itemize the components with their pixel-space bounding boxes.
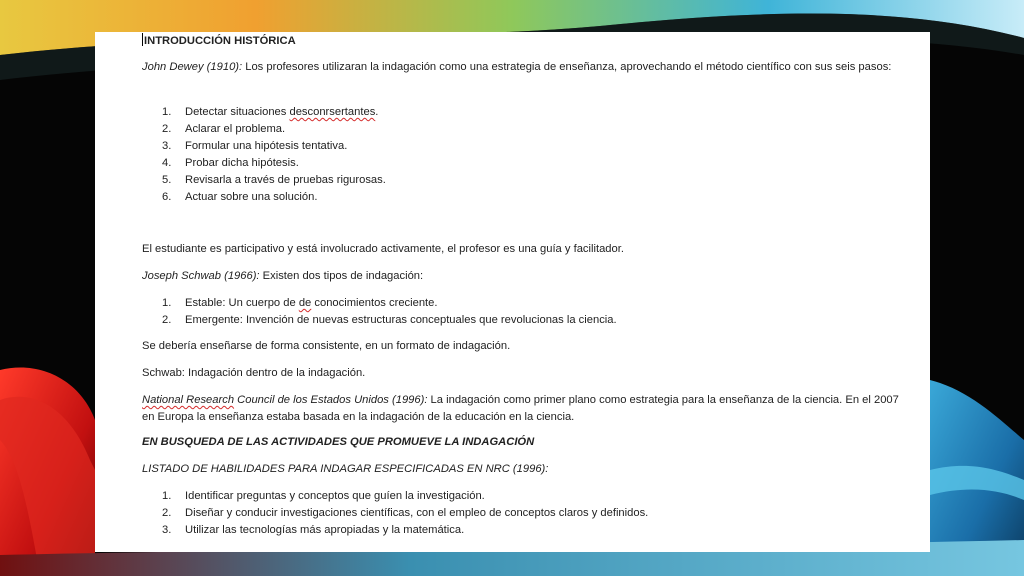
list-item — [142, 189, 902, 206]
list-number: 2. — [162, 314, 172, 326]
list-item — [142, 121, 902, 138]
nrc-author: Council de los Estados Unidos (1996): — [234, 394, 428, 406]
list-item — [142, 522, 902, 539]
list-text: Revisarla a través de pruebas rigurosas. — [185, 174, 386, 186]
schwab-types-list — [142, 295, 902, 329]
spellcheck-word[interactable]: desconrsertantes — [289, 106, 376, 118]
text-cursor — [142, 33, 143, 46]
list-text: Probar dicha hipótesis. — [185, 157, 299, 169]
list-item — [142, 172, 902, 189]
list-item — [142, 488, 902, 505]
dewey-text: Los profesores utilizaran la indagación como una estrategia de enseñanza, aprovechando el método científico con sus seis pasos: — [242, 61, 892, 73]
list-text: Diseñar y conducir investigaciones científicas, con el empleo de conceptos claros y definidos. — [185, 507, 649, 519]
dewey-paragraph — [142, 59, 902, 76]
list-item — [142, 295, 902, 312]
skills-list — [142, 488, 902, 539]
list-text: Detectar situaciones — [185, 106, 290, 118]
list-number: 1. — [162, 106, 172, 118]
list-item — [142, 155, 902, 172]
list-number: 3. — [162, 140, 172, 152]
list-text: Actuar sobre una solución. — [185, 191, 318, 203]
document-heading — [142, 33, 296, 50]
dewey-author: John Dewey (1910): — [142, 61, 243, 73]
heading-text: INTRODUCCIÓN HISTÓRICA — [144, 35, 296, 47]
nrc-flagged-words[interactable]: National Research — [142, 394, 235, 406]
document-page — [95, 32, 930, 552]
list-item — [142, 104, 902, 121]
nrc-paragraph — [142, 392, 902, 426]
list-number: 2. — [162, 507, 172, 519]
schwab-line: Schwab: Indagación dentro de la indagación. — [142, 367, 366, 379]
list-text: Aclarar el problema. — [185, 123, 286, 135]
list-number: 2. — [162, 123, 172, 135]
dewey-steps-list — [142, 104, 902, 206]
schwab-paragraph — [142, 268, 902, 285]
schwab-author: Joseph Schwab (1966): — [142, 270, 260, 282]
list-number: 5. — [162, 174, 172, 186]
list-number: 1. — [162, 490, 172, 502]
list-item — [142, 312, 902, 329]
list-text-end: . — [375, 106, 379, 118]
section-title: EN BUSQUEDA DE LAS ACTIVIDADES QUE PROMUEVE LA INDAGACIÓN — [142, 436, 535, 448]
list-item — [142, 138, 902, 155]
list-item — [142, 505, 902, 522]
nrc-text: La indagación como primer plano como estrategia para la enseñanza de la ciencia. En el 2007 en Europa la enseñanza estaba basada en la indagación de la educación en la ciencia. — [142, 394, 899, 423]
list-text: Formular una hipótesis tentativa. — [185, 140, 348, 152]
list-text: Utilizar las tecnologías más apropiadas y la matemática. — [185, 524, 465, 536]
list-text: Identificar preguntas y conceptos que guíen la investigación. — [185, 490, 485, 502]
list-number: 6. — [162, 191, 172, 203]
spellcheck-word[interactable]: de — [298, 297, 312, 309]
consistent-paragraph: Se debería enseñarse de forma consistente, en un formato de indagación. — [142, 340, 511, 352]
student-paragraph: El estudiante es participativo y está involucrado activamente, el profesor es una guía y facilitador. — [142, 243, 624, 255]
list-number: 3. — [162, 524, 172, 536]
list-text: Estable: Un cuerpo de — [185, 297, 299, 309]
schwab-text: Existen dos tipos de indagación: — [259, 270, 424, 282]
skills-title-text: LISTADO DE HABILIDADES PARA INDAGAR ESPECIFICADAS EN NRC (1996): — [142, 463, 549, 475]
list-number: 1. — [162, 297, 172, 309]
list-number: 4. — [162, 157, 172, 169]
skills-list-title — [142, 461, 902, 478]
list-text-end: conocimientos creciente. — [311, 297, 438, 309]
list-text: Emergente: Invención de nuevas estructuras conceptuales que revolucionas la ciencia. — [185, 314, 617, 326]
